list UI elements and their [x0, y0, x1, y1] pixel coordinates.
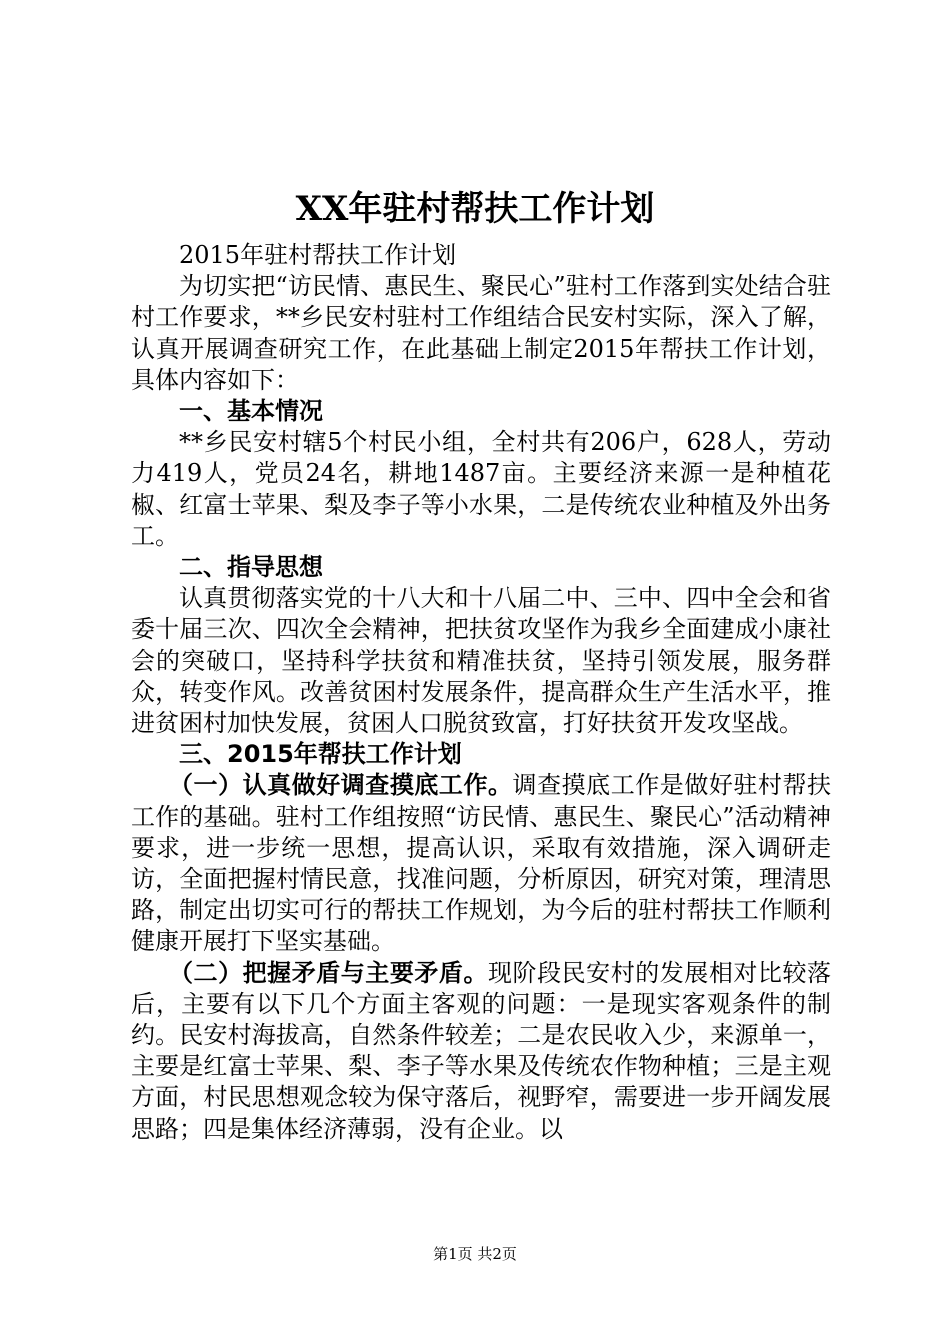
plan-item-1 — [131, 770, 831, 957]
plan-item-2 — [131, 958, 831, 1145]
section-heading-basic-info: 一、基本情况 — [179, 397, 323, 426]
plan-item-2-text: 现阶段民安村的发展相对比较落后，主要有以下几个方面主客观的问题：一是现实客观条件的制约。民安村海拔高，自然条件较差；二是农民收入少，来源单一，主要是红富士苹果、梨、李子等水果及传统农作物种植；三是主观方面，村民思想观念较为保守落后，视野窄，需要进一步开阔发展思路；四是集体经济薄弱，没有企业。以 — [131, 958, 831, 1143]
section-heading-work-plan: 三、2015年帮扶工作计划 — [179, 740, 462, 769]
page-number-footer: 第1页 共2页 — [433, 1245, 517, 1263]
guiding-thought-paragraph: 认真贯彻落实党的十八大和十八届二中、三中、四中全会和省委十届三次、四次全会精神，把扶贫攻坚作为我乡全面建成小康社会的突破口，坚持科学扶贫和精准扶贫，坚持引领发展，服务群众，转变作风。改善贫困村发展条件，提高群众生产生活水平，推进贫困村加快发展，贫困人口脱贫致富，打好扶贫开发攻坚战。 — [131, 584, 831, 738]
intro-paragraph: 为切实把“访民情、惠民生、聚民心”驻村工作落到实处结合驻村工作要求，**乡民安村驻村工作组结合民安村实际，深入了解，认真开展调查研究工作，在此基础上制定2015年帮扶工作计划，具体内容如下： — [131, 272, 831, 394]
section-heading-guiding-thought: 二、指导思想 — [179, 553, 323, 582]
basic-info-paragraph: **乡民安村辖5个村民小组，全村共有206户，628人，劳动力419人，党员24名，耕地1487亩。主要经济来源一是种植花椒、红富士苹果、梨及李子等小水果，二是传统农业种植及外出务工。 — [131, 428, 831, 550]
plan-item-1-title: （一）认真做好调查摸底工作。 — [169, 771, 513, 800]
plan-item-1-text: 调查摸底工作是做好驻村帮扶工作的基础。驻村工作组按照“访民情、惠民生、聚民心”活动精神要求，进一步统一思想，提高认识，采取有效措施，深入调研走访，全面把握村情民意，找准问题，分析原因，研究对策，理清思路，制定出切实可行的帮扶工作规划，为今后的驻村帮扶工作顺利健康开展打下坚实基础。 — [131, 771, 832, 956]
document-title: XX年驻村帮扶工作计划 — [295, 189, 655, 229]
document-body — [131, 240, 831, 1145]
document-subtitle: 2015年驻村帮扶工作计划 — [179, 241, 457, 269]
plan-item-2-title: （二）把握矛盾与主要矛盾。 — [169, 958, 488, 987]
